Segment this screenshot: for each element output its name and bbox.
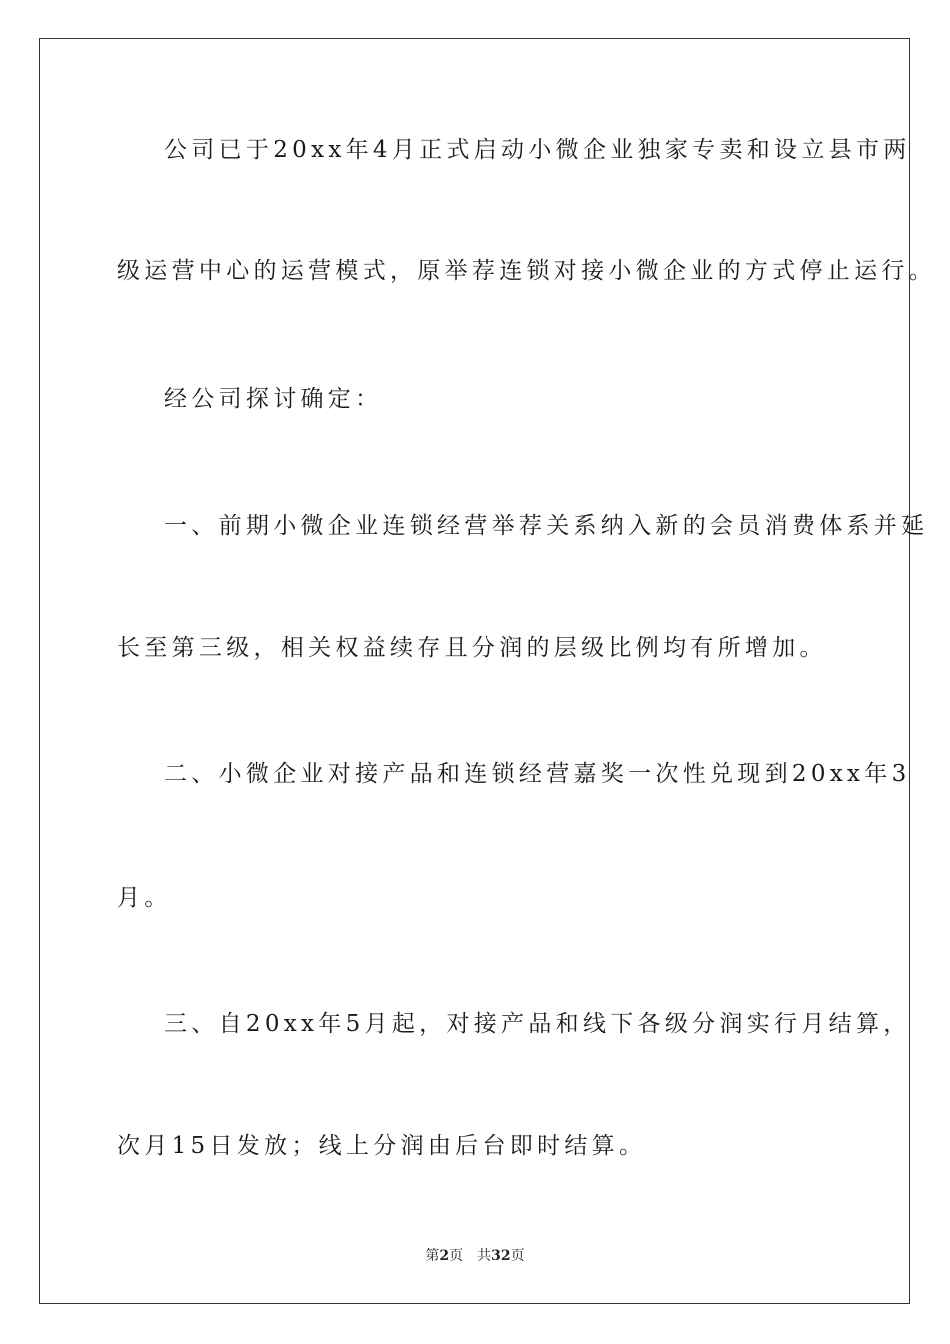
paragraph-line: 经公司探讨确定： (164, 386, 383, 412)
page-prefix: 第 (425, 1248, 440, 1264)
page-footer (0, 1246, 950, 1266)
paragraph-line: 一、前期小微企业连锁经营举荐关系纳入新的会员消费体系并延 (164, 513, 929, 539)
total-pages: 32 (491, 1248, 511, 1264)
paragraph-line: 长至第三级，相关权益续存且分润的层级比例均有所增加。 (117, 635, 827, 661)
paragraph-line: 次月15日发放；线上分润由后台即时结算。 (117, 1133, 647, 1159)
page-border (39, 38, 936, 1304)
paragraph-line: 公司已于20xx年4月正式启动小微企业独家专卖和设立县市两 (164, 137, 911, 163)
paragraph-line: 三、自20xx年5月起，对接产品和线下各级分润实行月结算， (164, 1011, 911, 1037)
paragraph-line: 二、小微企业对接产品和连锁经营嘉奖一次性兑现到20xx年3 (164, 761, 911, 787)
page-suffix: 页 (449, 1248, 464, 1264)
total-prefix: 共 (477, 1248, 492, 1264)
total-suffix: 页 (510, 1248, 525, 1264)
paragraph-line: 级运营中心的运营模式，原举荐连锁对接小微企业的方式停止运行。 (117, 258, 936, 284)
paragraph-line: 月。 (117, 885, 172, 911)
page-number: 2 (439, 1248, 450, 1264)
